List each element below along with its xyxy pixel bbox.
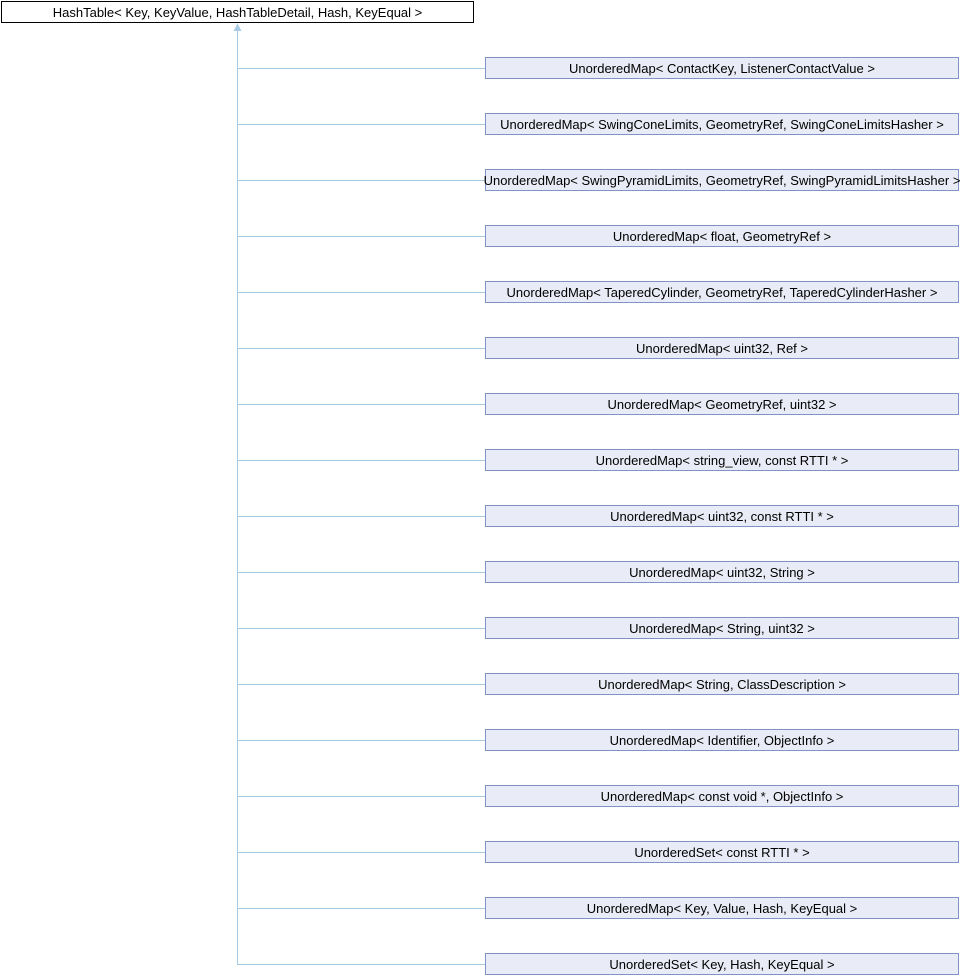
base-class-label: HashTable< Key, KeyValue, HashTableDetail, Hash, KeyEqual >: [52, 4, 423, 20]
derived-class-node[interactable]: [485, 113, 959, 135]
derived-class-node[interactable]: [485, 505, 959, 527]
derived-class-label: UnorderedMap< TaperedCylinder, GeometryRef, TaperedCylinderHasher >: [506, 284, 938, 300]
arrowhead-up-icon: [234, 24, 242, 32]
derived-class-label: UnorderedMap< GeometryRef, uint32 >: [607, 396, 837, 412]
derived-class-node[interactable]: [485, 785, 959, 807]
derived-class-node[interactable]: [485, 393, 959, 415]
derived-class-node[interactable]: [485, 897, 959, 919]
derived-class-label: UnorderedMap< SwingPyramidLimits, GeometryRef, SwingPyramidLimitsHasher >: [483, 172, 960, 188]
base-class-node: [1, 1, 474, 23]
derived-class-label: UnorderedMap< string_view, const RTTI * >: [595, 452, 849, 468]
derived-class-node[interactable]: [485, 617, 959, 639]
derived-class-label: UnorderedMap< uint32, String >: [629, 564, 815, 580]
derived-class-node[interactable]: [485, 169, 959, 191]
derived-class-node[interactable]: [485, 729, 959, 751]
derived-class-node[interactable]: [485, 841, 959, 863]
derived-class-label: UnorderedMap< String, uint32 >: [629, 620, 815, 636]
derived-class-node[interactable]: [485, 673, 959, 695]
derived-class-label: UnorderedMap< ContactKey, ListenerContactValue >: [569, 60, 875, 76]
derived-class-label: UnorderedSet< const RTTI * >: [634, 844, 810, 860]
derived-class-node[interactable]: [485, 953, 959, 975]
derived-class-node[interactable]: [485, 561, 959, 583]
derived-class-label: UnorderedMap< uint32, Ref >: [636, 340, 808, 356]
derived-class-label: UnorderedMap< String, ClassDescription >: [598, 676, 846, 692]
derived-class-label: UnorderedMap< uint32, const RTTI * >: [610, 508, 834, 524]
derived-class-node[interactable]: [485, 337, 959, 359]
derived-class-label: UnorderedMap< const void *, ObjectInfo >: [600, 788, 844, 804]
derived-class-node[interactable]: [485, 281, 959, 303]
derived-class-label: UnorderedMap< Key, Value, Hash, KeyEqual >: [586, 900, 858, 916]
derived-class-node[interactable]: [485, 57, 959, 79]
derived-class-label: UnorderedMap< SwingConeLimits, GeometryRef, SwingConeLimitsHasher >: [500, 116, 944, 132]
derived-class-label: UnorderedMap< Identifier, ObjectInfo >: [609, 732, 835, 748]
derived-class-node[interactable]: [485, 449, 959, 471]
derived-class-node[interactable]: [485, 225, 959, 247]
derived-class-label: UnorderedSet< Key, Hash, KeyEqual >: [609, 956, 835, 972]
derived-class-label: UnorderedMap< float, GeometryRef >: [612, 228, 832, 244]
